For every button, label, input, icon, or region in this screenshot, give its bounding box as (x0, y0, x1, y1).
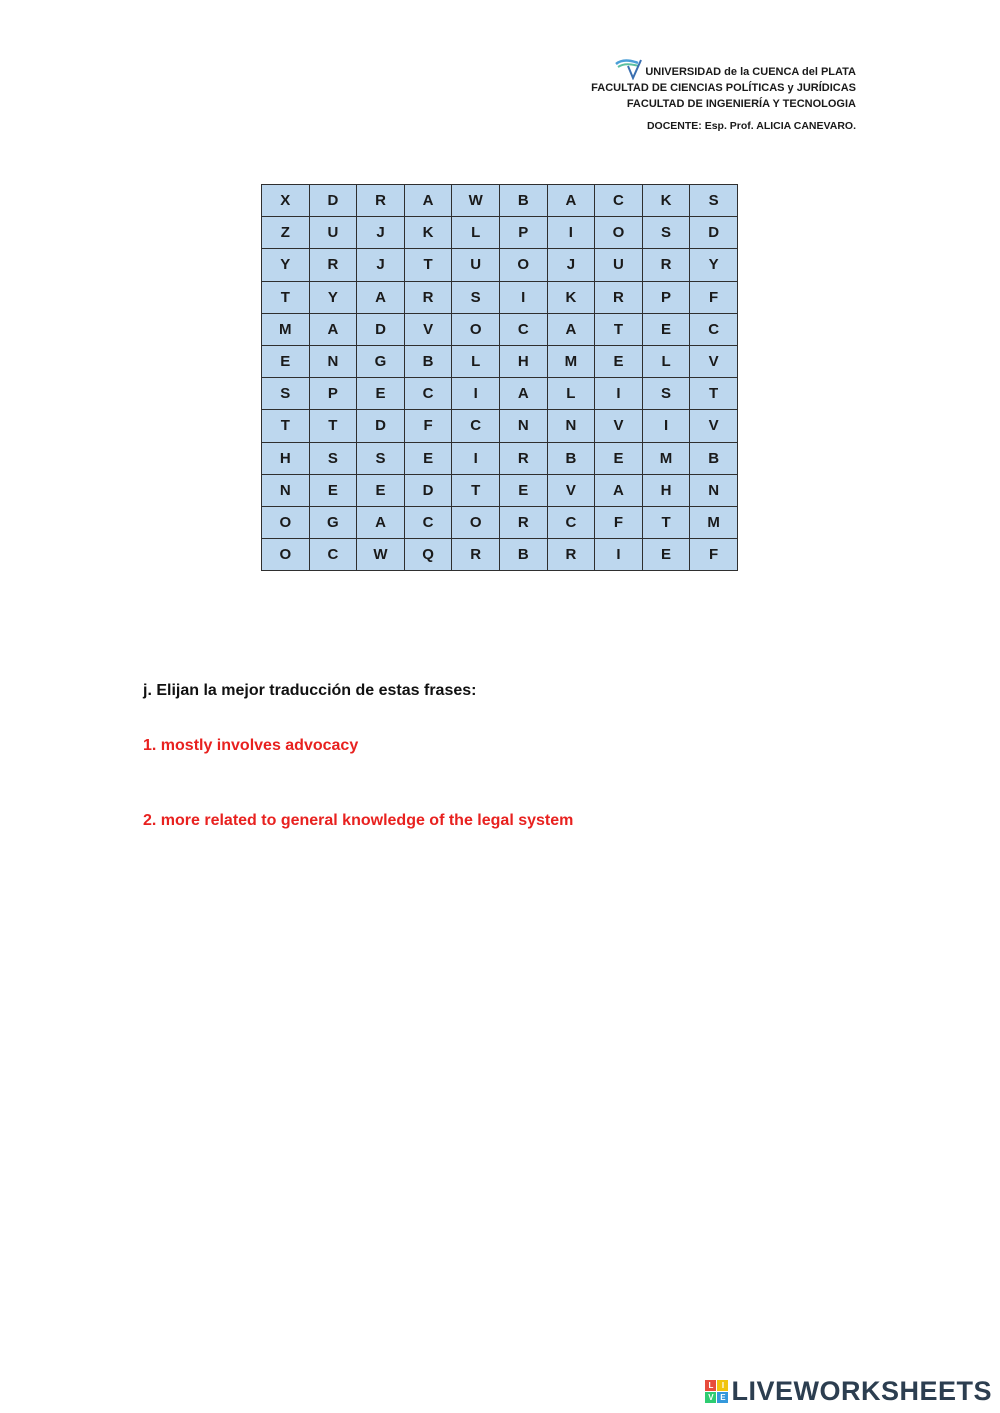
grid-cell: A (499, 378, 547, 410)
grid-cell: U (452, 249, 500, 281)
grid-cell: A (357, 281, 405, 313)
grid-cell: X (262, 185, 310, 217)
grid-cell: T (309, 410, 357, 442)
grid-cell: U (309, 217, 357, 249)
grid-cell: B (404, 345, 452, 377)
brand-badge-letter: V (705, 1392, 716, 1403)
grid-cell: D (357, 313, 405, 345)
grid-cell: Y (690, 249, 738, 281)
grid-cell: L (547, 378, 595, 410)
grid-cell: B (499, 539, 547, 571)
grid-cell: C (499, 313, 547, 345)
grid-cell: R (595, 281, 643, 313)
faculty-line-1: FACULTAD DE CIENCIAS POLÍTICAS y JURÍDICAS (591, 82, 856, 94)
grid-row (262, 217, 738, 249)
grid-cell: T (595, 313, 643, 345)
grid-cell: E (642, 313, 690, 345)
grid-cell: R (642, 249, 690, 281)
grid-cell: N (262, 474, 310, 506)
grid-cell: O (262, 539, 310, 571)
grid-cell: E (404, 442, 452, 474)
grid-cell: Y (309, 281, 357, 313)
grid-cell: T (404, 249, 452, 281)
grid-cell: T (642, 506, 690, 538)
grid-cell: S (309, 442, 357, 474)
grid-cell: S (642, 378, 690, 410)
grid-cell: L (452, 345, 500, 377)
grid-cell: A (595, 474, 643, 506)
grid-cell: S (262, 378, 310, 410)
grid-cell: A (547, 185, 595, 217)
grid-cell: A (309, 313, 357, 345)
grid-cell: C (404, 378, 452, 410)
grid-cell: P (309, 378, 357, 410)
grid-cell: F (404, 410, 452, 442)
grid-cell: M (547, 345, 595, 377)
grid-cell: J (357, 249, 405, 281)
grid-row (262, 378, 738, 410)
grid-cell: M (690, 506, 738, 538)
grid-cell: R (547, 539, 595, 571)
grid-cell: C (404, 506, 452, 538)
grid-cell: I (452, 378, 500, 410)
grid-cell: V (690, 410, 738, 442)
grid-cell: C (690, 313, 738, 345)
grid-cell: L (642, 345, 690, 377)
grid-cell: V (404, 313, 452, 345)
grid-cell: G (357, 345, 405, 377)
brand-name: LIVEWORKSHEETS (731, 1376, 992, 1406)
grid-row (262, 313, 738, 345)
grid-cell: N (547, 410, 595, 442)
grid-cell: R (499, 442, 547, 474)
document-header (591, 58, 856, 134)
grid-cell: C (595, 185, 643, 217)
grid-cell: S (357, 442, 405, 474)
grid-cell: K (642, 185, 690, 217)
grid-cell: I (452, 442, 500, 474)
grid-cell: J (357, 217, 405, 249)
grid-cell: C (309, 539, 357, 571)
grid-row (262, 249, 738, 281)
grid-cell: I (499, 281, 547, 313)
phrase-2: 2. more related to general knowledge of the legal system (143, 812, 574, 829)
grid-cell: B (499, 185, 547, 217)
grid-cell: N (309, 345, 357, 377)
grid-cell: D (309, 185, 357, 217)
grid-cell: I (642, 410, 690, 442)
grid-row (262, 185, 738, 217)
grid-cell: K (404, 217, 452, 249)
brand-badge-letter: I (717, 1380, 728, 1391)
grid-cell: R (499, 506, 547, 538)
grid-cell: F (595, 506, 643, 538)
grid-cell: K (547, 281, 595, 313)
grid-cell: L (452, 217, 500, 249)
grid-cell: C (547, 506, 595, 538)
grid-cell: H (262, 442, 310, 474)
grid-cell: G (309, 506, 357, 538)
grid-cell: T (690, 378, 738, 410)
grid-cell: D (404, 474, 452, 506)
grid-cell: T (262, 281, 310, 313)
liveworksheets-brand (705, 1376, 992, 1407)
grid-cell: V (690, 345, 738, 377)
grid-cell: O (452, 506, 500, 538)
grid-cell: S (642, 217, 690, 249)
grid-cell: T (262, 410, 310, 442)
grid-cell: Z (262, 217, 310, 249)
grid-cell: D (690, 217, 738, 249)
grid-cell: E (595, 345, 643, 377)
grid-cell: R (309, 249, 357, 281)
grid-cell: S (690, 185, 738, 217)
brand-logo-icon (705, 1380, 728, 1403)
grid-row (262, 506, 738, 538)
faculty-line-2: FACULTAD DE INGENIERÍA Y TECNOLOGIA (626, 98, 856, 110)
grid-cell: R (452, 539, 500, 571)
docente-line: DOCENTE: Esp. Prof. ALICIA CANEVARO. (646, 120, 856, 132)
grid-cell: A (357, 506, 405, 538)
grid-cell: M (642, 442, 690, 474)
grid-cell: W (357, 539, 405, 571)
question-heading: j. Elijan la mejor traducción de estas frases: (143, 682, 477, 699)
grid-cell: D (357, 410, 405, 442)
grid-cell: O (452, 313, 500, 345)
grid-cell: A (404, 185, 452, 217)
grid-cell: Q (404, 539, 452, 571)
grid-cell: R (357, 185, 405, 217)
grid-cell: R (404, 281, 452, 313)
grid-cell: W (452, 185, 500, 217)
grid-cell: E (309, 474, 357, 506)
grid-cell: E (357, 378, 405, 410)
university-name: UNIVERSIDAD de la CUENCA del PLATA (645, 66, 856, 78)
grid-cell: E (595, 442, 643, 474)
grid-cell: Y (262, 249, 310, 281)
grid-cell: V (547, 474, 595, 506)
grid-cell: I (595, 378, 643, 410)
brand-badge-letter: L (705, 1380, 716, 1391)
grid-cell: E (357, 474, 405, 506)
grid-cell: H (499, 345, 547, 377)
grid-cell: B (547, 442, 595, 474)
grid-cell: E (262, 345, 310, 377)
grid-cell: M (262, 313, 310, 345)
grid-cell: V (595, 410, 643, 442)
grid-row (262, 539, 738, 571)
university-line (591, 58, 856, 80)
grid-cell: H (642, 474, 690, 506)
grid-cell: B (690, 442, 738, 474)
grid-row (262, 281, 738, 313)
grid-cell: S (452, 281, 500, 313)
grid-cell: O (262, 506, 310, 538)
grid-cell: U (595, 249, 643, 281)
grid-cell: J (547, 249, 595, 281)
word-search-grid (261, 184, 738, 571)
grid-cell: E (642, 539, 690, 571)
grid-row (262, 345, 738, 377)
grid-cell: N (499, 410, 547, 442)
grid-cell: F (690, 539, 738, 571)
grid-cell: E (499, 474, 547, 506)
grid-cell: O (499, 249, 547, 281)
grid-cell: I (547, 217, 595, 249)
university-logo-icon (614, 58, 644, 80)
grid-cell: N (690, 474, 738, 506)
grid-cell: P (642, 281, 690, 313)
grid-row (262, 474, 738, 506)
grid-cell: T (452, 474, 500, 506)
grid-cell: C (452, 410, 500, 442)
grid-cell: F (690, 281, 738, 313)
grid-cell: P (499, 217, 547, 249)
grid-row (262, 410, 738, 442)
phrase-1: 1. mostly involves advocacy (143, 737, 359, 754)
grid-cell: I (595, 539, 643, 571)
brand-badge-letter: E (717, 1392, 728, 1403)
grid-cell: O (595, 217, 643, 249)
grid-cell: A (547, 313, 595, 345)
grid-row (262, 442, 738, 474)
